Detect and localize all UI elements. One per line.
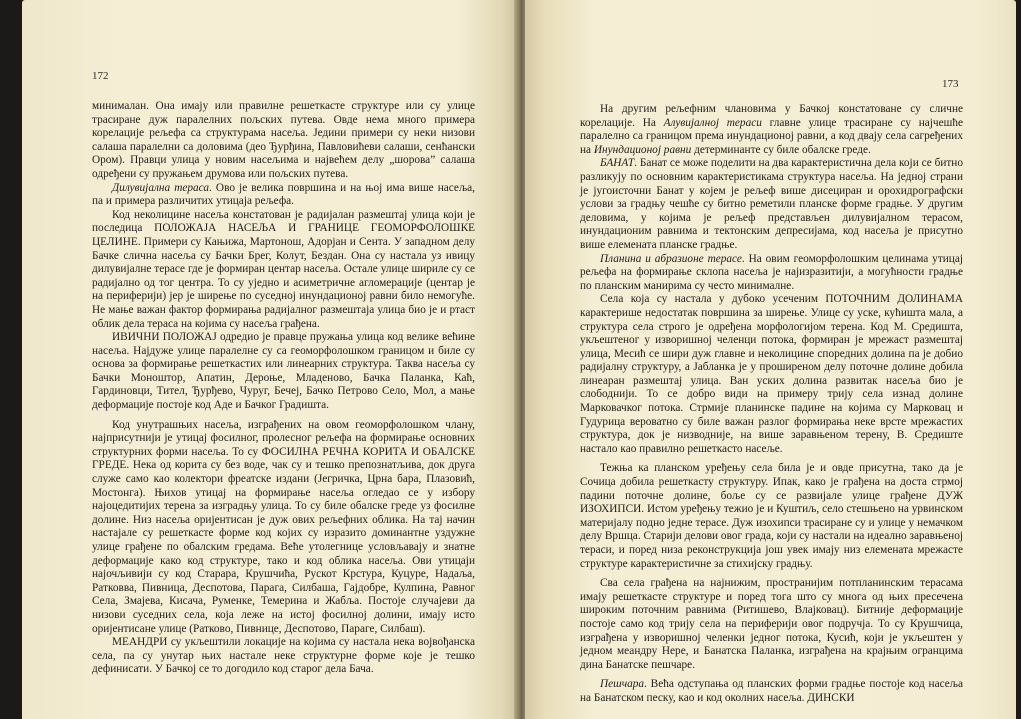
text-run: главне улице трасиране су најчешће паралелно са границом према инундационој равни, а код двају села сагређених на <box>580 116 963 156</box>
left-page-text <box>92 100 475 677</box>
text-run: детерминанте су биле обалске греде. <box>691 143 871 156</box>
text-run: . На овим геоморфолошким целинама утицај рељефа на формирање склопа насеља је најизразитији, а могућности градње по планским манирима су често минималне. <box>580 252 963 292</box>
page-number-right: 173 <box>942 78 959 90</box>
text-run: Код неколицине насеља констатован је радијалан размештај улица који је последица ПОЛОЖАЈА НАСЕЉА И ГРАНИЦЕ ГЕОМОРФОЛОШКЕ ЦЕЛИНЕ. Примери су Кањижа, Мартонош, Адорјан и Сента. У западном делу Бачке слична насеља су Бачки Брег, Колут, Бездан. Она су настала уз ивицу дилувијалне терасе где је формиран центар насеља. Остале улице шириле су се радијално од тог центра. То су уједно и асиметричне агломерације (центар је на периферији) јер је ширење по суседној инундационој равни било немогуће. Не мање важан фактор формирања радијалног размештаја улица био је и ртаст облик дела тераса на којима су насеља грађена. <box>92 208 475 330</box>
paragraph <box>580 462 963 571</box>
italic-run: Инундационој равни <box>593 143 692 156</box>
text-run: Тежња ка планском уређењу села била је и овде присутна, тако да је Сочица добила решеткасту структуру. Ипак, како је грађена на доста стрмој падини поточне долине, боље су се развијале улице грађене ДУЖ ИЗОХИПСИ. Истом уређењу тежио је и Куштиљ, село стешњено на урвинском материјалу подно једне терасе. Дуж изохипси трасиране су и улице у немачком делу Вршца. Старији делови овог града, који су настали на идеално заравњеној тераси, и поред низа реконструкција још увек имају низ елемената мрежасте структуре карактеристичне за стихијску градњу. <box>580 462 963 570</box>
italic-run: БАНАТ <box>600 157 635 170</box>
left-page <box>22 0 517 719</box>
paragraph <box>92 636 475 677</box>
text-run: МЕАНДРИ су укљештили локације на којима су настала нека војвођанска села, па су унутар њих настале неке структурне форме које је тешко дефинисати. У Бачкој се то догодило код старог дела Бача. <box>92 636 475 676</box>
paragraph <box>92 182 475 209</box>
paragraph <box>92 331 475 413</box>
text-run: Сва села грађена на најнижим, пространијим потпланинским терасама имају решеткасте структуре и поред тога што су многа од њих пресечена широким поточним равнима (Ритишево, Влајковац). Битније деформације постоје само код трију села на периферији овог подручја. То су Крушчица, изграђена у изворишној челенки једног потока, Кусић, који је укљештен у једном меандру Нере, и Банатска Паланка, изграђена на крајњим огранцима дина Банатске пешчаре. <box>580 577 963 671</box>
right-page-text <box>580 103 963 706</box>
text-run: Села која су настала у дубоко усеченим ПОТОЧНИМ ДОЛИНАМА карактерише недостатак површина за ширење. Улице су уске, кућишта мала, а структура села строго је одређена морфологијом терена. Код М. Средишта, укљештеног у изворишној челенци потока, формиран је мрежаст размештај улица, Месић се шири дуж главне и неколицине споредних долина па је добио радијалну структуру, а Јабланка је у проширеном делу поточне долине добила линеаран размештај улица. Ван уских долина развитак насеља био је слободнији. То се добро види на примеру трију села изнад долине Марковачког потока. Стрмије планинске падине на којима су Марковац и Гудурица вероватно су биле важан разлог формирања неке врсте мрежастих структура, док је низводније, на више заравњеном терену, В. Средиште настало као правилно решеткасто насеље. <box>580 293 963 455</box>
page-number-left: 172 <box>92 70 109 82</box>
text-run: На другим рељефним члановима у Бачкој констатоване су сличне корелације. На <box>580 103 963 129</box>
paragraph <box>580 577 963 672</box>
paragraph <box>92 419 475 637</box>
paragraph <box>92 209 475 331</box>
text-run: . Банат се може поделити на два карактеристична дела који се битно разликују по основним карактеристикама структура насеља. На једној страни је југоисточни Банат у којем је рељеф више дисециран и орохидрографски услови за градњу чешће су битно реметили планске форме градње. У другим деловима, у којима је рељеф представљен дилувијалном терасом, инундационим равнима и тектонским депресијама, код насеља је присутно више елемената планске градње. <box>580 157 963 251</box>
text-run: ИВИЧНИ ПОЛОЖАЈ одредио је правце пружања улица код велике већине насеља. Најдуже улице паралелне су са геоморфолошком границом и биле су основа за формирање решеткастих или линеарних структура. Таква насеља су Бачки Моноштор, Апатин, Дероње, Младеново, Бачка Паланка, Каћ, Гардиновци, Тител, Ђурђево, Чуруг, Бечеј, Бачко Петрово Село, Мол, а мање деформације постоје код Аде и Бачког Градишта. <box>92 331 475 412</box>
paragraph <box>92 100 475 182</box>
paragraph <box>580 678 963 705</box>
italic-run: Пешчара <box>600 678 645 691</box>
paragraph <box>580 253 963 294</box>
text-run: . Ово је велика површина и на њој има више насеља, па и примера различитих утицаја рељефа. <box>92 181 475 208</box>
paragraph <box>580 157 963 252</box>
text-run: . Већа одступања од планских форми градње постоје код насеља на Банатском песку, као и код околних насеља. ДИНСКИ <box>580 678 963 704</box>
italic-run: Дилувијална тераса <box>112 181 210 194</box>
italic-run: Алувијалној тераси <box>663 116 762 129</box>
text-run: Код унутрашњих насеља, изграђених на овом геоморфолошком члану, најприсутнији је утицај фосилног, пролесног рељефа на формирање основних структурних форми насеља. То су ФОСИЛНА РЕЧНА КОРИТА И ОБАЛСКЕ ГРЕДЕ. Нека од корита су без воде, чак су и тешко препознатљива, док друга служе само као колектори фреатске издани (Јегричка, Црна бара, Плазовић, Мостонга). Њихов утицај на формирање насеља огледао се у избору најоцедитијих терена за изградњу улица. То су биле обалске греде уз фосилне долине. Низ насеља оријентисан је дуж ових рељефних облика. На тај начин настајале су решеткасте форме код којих су изразито доминантне уздужне улице грађене по обалским гредама. Веће утолегнице условљавају и знатне деформације како код структуре, тако и код облика насеља. Ови утицаји најочљивији су код Старара, Крушчића, Рускот Крстура, Куцуре, Надаља, Ратковва, Пивница, Деспотова, Парага, Силбаша, Гајдобре, Кулпина, Равног Села, Змајева, Кисача, Руменке, Темерина и Жабља. Постоје случајеви да низови суседних села, која леже на истој фосилној долини, имају исто оријентисане улице (Ратково, Пивнице, Деспотово, Параге, Силбаш). <box>92 418 475 635</box>
italic-run: Планина и абразионе терасе <box>600 252 742 265</box>
paragraph <box>580 293 963 456</box>
text-run: минималан. Она имају или правилне решеткасте структуре или су улице трасиране дуж паралелних пољских путева. Овде нема много примера корелације рељефа са структурама насеља. Једини примери су неки низови салаша паралелни са доловима (део Ђурђина, Павловићеви салаши, сенћански Ором). Правци улица у новим насељима и највећем делу „шорова” салаша одређени су пружањем друмова или пољских путева. <box>92 100 475 180</box>
paragraph <box>580 103 963 157</box>
right-page <box>525 0 1016 719</box>
